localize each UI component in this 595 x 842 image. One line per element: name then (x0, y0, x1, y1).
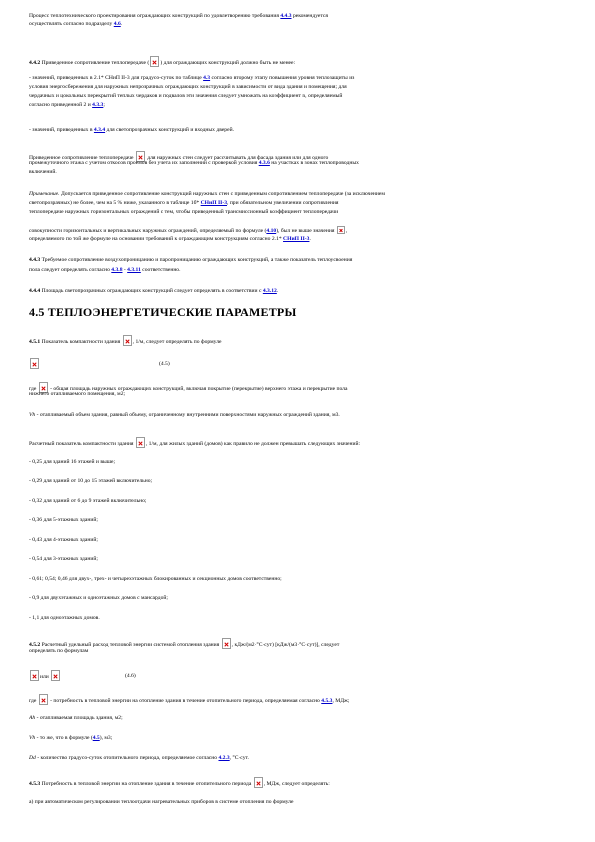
list-item: - 0,9 для двухэтажных и одноэтажных домов с мансардой; (29, 595, 168, 601)
text-line: где - потребность в тепловой энергии на отопление здания в течение отопительного периода, определяемая согласно 4.5.3, МДж; (29, 694, 581, 705)
text-line: Ah - отапливаемая площадь здания, м2; (29, 715, 123, 721)
broken-image-icon (39, 694, 48, 705)
text-line: нижнего отапливаемого помещения, м2; (29, 391, 126, 397)
text-line: Приведенное сопротивление теплопередаче для наружных стен следует рассчитывать для фасада здания или для одного (29, 151, 581, 162)
link-4-3-8[interactable]: 4.3.8 (111, 267, 123, 273)
broken-image-icon (123, 335, 132, 346)
broken-image-icon (150, 56, 159, 67)
text-line: согласно приведенной 2 и 4.3.3; (29, 102, 105, 108)
text-line: Dd - количество градусо-суток отопительного периода, определяемое согласно 4.2.3, °С·сут. (29, 755, 249, 761)
text-line: 4.5.2 Расчетный удельный расход тепловой энергии системой отопления здания , кДж/(м2·°С·сут) [кДж/(м3·°С·сут)], следует (29, 638, 581, 649)
list-item: - 0,36 для 5-этажных зданий; (29, 517, 98, 523)
text-line: Vh - то же, что в формуле (4.5), м3; (29, 735, 113, 741)
section-heading: 4.5 ТЕПЛОЭНЕРГЕТИЧЕСКИЕ ПАРАМЕТРЫ (29, 305, 297, 319)
text-line: - значений, приведенных в 2.1* СНиП II-3 для градусо-суток по таблице 4.3 согласно второму этапу повышения уровня теплозащиты из (29, 75, 355, 81)
link-4-3-6[interactable]: 4.3.6 (258, 160, 270, 166)
text-line: Процесс теплотехнического проектирования ограждающих конструкций по удовлетворению требования 4.4.3 рекомендуется (29, 13, 328, 19)
text-line: пола следует определять согласно 4.3.8 - 4.3.11 соответственно. (29, 267, 181, 273)
link-4-5[interactable]: 4.5 (92, 735, 100, 741)
broken-image-icon (136, 437, 145, 448)
text-line: промежуточного этажа с учетом откосов проемов без учета их заполнений с проверкой условия 4.3.6 на участках в зонах теплопроводных (29, 160, 359, 166)
text-line: 4.5.3 Потребность в тепловой энергии на отопление здания в течение отопительного периода , МДж, следует определять: (29, 777, 581, 788)
list-item: - 0,54 для 3-этажных зданий; (29, 556, 98, 562)
text-line: чердачных и цокольных перекрытий теплых чердаков и подвалов эти значения следует умножать на коэффициент n, определяемый (29, 93, 343, 99)
formula-line: (4.5) (29, 358, 581, 370)
link-4-10[interactable]: 4.10 (266, 228, 277, 234)
link-4-6[interactable]: 4.6 (113, 21, 121, 27)
link-4-3[interactable]: 4.3 (203, 75, 211, 81)
text-line: определяемого по той же формуле на основании требований к ограждающим конструкциям согласно 2.1* СНиП II-3. (29, 236, 311, 242)
text-line: совокупности горизонтальных и вертикальных наружных ограждений, определяемый по формуле (4.10), был не выше значения , (29, 228, 348, 234)
link-4-2-3[interactable]: 4.2.3 (218, 755, 230, 761)
link-4-3-3[interactable]: 4.3.3 (92, 102, 104, 108)
text-line: 4.4.2 Приведенное сопротивление теплопередаче ( ) для ограждающих конструкций должно быть не менее: (29, 56, 581, 67)
list-item: - 0,25 для зданий 16 этажей и выше; (29, 459, 116, 465)
broken-image-icon (337, 226, 345, 234)
text-line: включений. (29, 169, 57, 175)
text-line: 4.5.1 Показатель компактности здания , 1/м, следует определять по формуле (29, 335, 581, 346)
link-4-5-3[interactable]: 4.5.3 (321, 698, 333, 704)
link-4-3-11[interactable]: 4.3.11 (127, 267, 141, 273)
broken-image-icon (254, 777, 263, 788)
list-item: - 0,32 для зданий от 6 до 9 этажей включительно; (29, 498, 147, 504)
text-line: - значений, приведенных в 4.3.4 для светопрозрачных конструкций и входных дверей. (29, 127, 234, 133)
text-line: а) при автоматическом регулировании теплоотдачи нагревательных приборов в системе отопления по формуле (29, 799, 294, 805)
text-line: условия энергосбережения для наружных непрозрачных ограждающих конструкций в зависимости от вида здания и помещения; для (29, 84, 347, 90)
text-line: Расчетный показатель компактности здания , 1/м, для жилых зданий (домов) как правило не должен превышать следующих значений: (29, 437, 581, 448)
text-line: где - общая площадь наружных ограждающих конструкций, включая покрытие (перекрытие) верхнего этажа и перекрытие пола (29, 382, 581, 393)
text-line: светопрозрачных) не более, чем на 5 % ниже, указанного в таблице 1б* СНиП II-3, при обязательном увеличении сопротивления (29, 200, 339, 206)
text-line: осуществлять согласно подразделу 4.6. (29, 21, 123, 27)
link-4-4-3[interactable]: 4.4.3 (280, 13, 292, 19)
link-4-3-4[interactable]: 4.3.4 (93, 127, 106, 133)
list-item: - 1,1 для одноэтажных домов. (29, 615, 100, 621)
text-line: определять по формулам (29, 648, 89, 654)
link-snip-ii-3[interactable]: СНиП II-3 (200, 200, 228, 206)
broken-image-icon (30, 358, 39, 369)
text-line: 4.4.4 Площадь светопрозрачных ограждающих конструкций следует определять в соответствии с 4.3.12. (29, 288, 279, 294)
list-item: - 0,29 для зданий от 10 до 15 этажей включительно; (29, 478, 153, 484)
text-line: Примечание. Допускается приведенное сопротивление конструкций наружных стен с приведенным сопротивлением теплопередаче (за исключением (29, 191, 385, 197)
broken-image-icon (30, 670, 39, 681)
link-4-3-12[interactable]: 4.3.12 (262, 288, 277, 294)
link-snip-ii-3[interactable]: СНиП II-3 (283, 236, 310, 242)
formula-line: или (4.6) (29, 670, 581, 682)
broken-image-icon (51, 670, 60, 681)
list-item: - 0,61; 0,54; 0,46 для двух-, трех- и четырехэтажных блокированных и секционных домов соответственно; (29, 576, 282, 582)
list-item: - 0,43 для 4-этажных зданий; (29, 537, 98, 543)
text-line: 4.4.3 Требуемое сопротивление воздухопроницанию и паропроницанию ограждающих конструкций, а также показатель теплоусвоения (29, 257, 353, 263)
text-line: Vh - отапливаемый объем здания, равный объему, ограниченному внутренними поверхностями наружных ограждений здания, м3. (29, 412, 340, 418)
text-line: теплопередаче наружных горизонтальных ограждений с тем, чтобы приведенный трансмиссионный коэффициент теплопередачи (29, 209, 339, 215)
